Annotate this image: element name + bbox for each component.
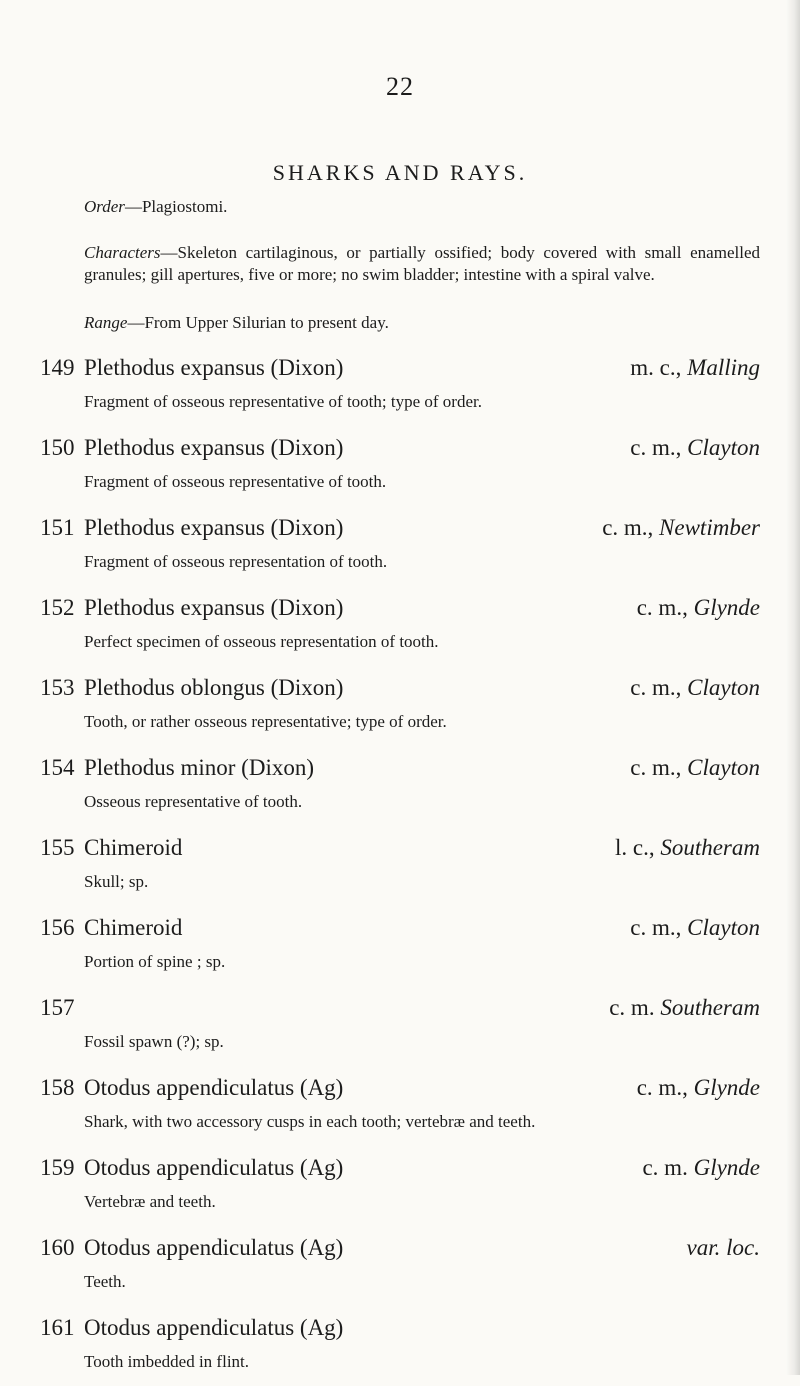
locality-stratum: c. m. [609, 995, 661, 1020]
characters-text: —Skeleton cartilaginous, or partially ossified; body covered with small enamelled granules; gill apertures, five or more; no swim bladder; intestine with a spiral valve. [84, 243, 760, 284]
entry-heading [40, 426, 760, 470]
entry-heading [40, 346, 760, 390]
specimen-entry [0, 506, 800, 586]
entry-heading [40, 506, 760, 550]
entry-number: 159 [40, 1155, 75, 1180]
entry-description: Teeth. [84, 1272, 126, 1291]
specimen-entry [0, 746, 800, 826]
entry-heading [40, 1226, 760, 1270]
locality-place: Glynde [693, 1155, 760, 1180]
order-label: Order [84, 197, 125, 216]
locality-place: var. loc. [686, 1235, 760, 1260]
entry-heading [40, 1066, 760, 1110]
locality [637, 1066, 760, 1110]
species-name: Chimeroid [84, 835, 183, 860]
order-text: —Plagiostomi. [124, 197, 228, 216]
locality-place: Southeram [660, 835, 760, 860]
entry-description: Fossil spawn (?); sp. [84, 1032, 224, 1051]
intro-characters [84, 242, 760, 286]
species-name: Otodus appendiculatus (Ag) [84, 1315, 344, 1340]
entry-number: 156 [40, 915, 75, 940]
entry-number: 160 [40, 1235, 75, 1260]
specimen-entry [0, 426, 800, 506]
locality-stratum: m. c., [630, 355, 688, 380]
entry-description: Skull; sp. [84, 872, 149, 891]
locality [637, 586, 760, 630]
entry-description: Fragment of osseous representative of tooth. [84, 472, 387, 491]
specimen-entry [0, 1306, 800, 1386]
entry-description: Vertebræ and teeth. [84, 1192, 216, 1211]
intro-range [84, 312, 760, 334]
entry-number: 153 [40, 675, 75, 700]
entry-number: 155 [40, 835, 75, 860]
species-name: Plethodus expansus (Dixon) [84, 515, 344, 540]
specimen-entry [0, 1146, 800, 1226]
locality [609, 986, 760, 1030]
specimen-entry [0, 346, 800, 426]
specimen-list [0, 346, 800, 1386]
entry-number: 157 [40, 995, 75, 1020]
entry-number: 150 [40, 435, 75, 460]
entry-heading [40, 906, 760, 950]
entry-description: Osseous representative of tooth. [84, 792, 303, 811]
entry-description: Portion of spine ; sp. [84, 952, 226, 971]
locality [630, 346, 760, 390]
locality [615, 826, 760, 870]
entry-description: Fragment of osseous representative of tooth; type of order. [84, 392, 482, 411]
characters-label: Characters [84, 243, 161, 262]
entry-number: 149 [40, 355, 75, 380]
entry-description: Perfect specimen of osseous representation of tooth. [84, 632, 439, 651]
locality [630, 906, 760, 950]
locality-place: Clayton [687, 755, 760, 780]
species-name: Otodus appendiculatus (Ag) [84, 1235, 344, 1260]
locality-place: Southeram [660, 995, 760, 1020]
range-text: —From Upper Silurian to present day. [127, 313, 389, 332]
entry-heading [40, 986, 760, 1030]
entry-heading [40, 666, 760, 710]
locality-stratum: l. c., [614, 835, 661, 860]
locality [630, 746, 760, 790]
specimen-entry [0, 1066, 800, 1146]
species-name: Plethodus minor (Dixon) [84, 755, 314, 780]
page-number: 22 [386, 72, 414, 101]
species-name: Plethodus expansus (Dixon) [84, 435, 344, 460]
locality-place: Glynde [693, 595, 760, 620]
species-name: Otodus appendiculatus (Ag) [84, 1155, 344, 1180]
locality-stratum: c. m., [636, 1075, 694, 1100]
locality-stratum: c. m., [630, 675, 688, 700]
locality-stratum: c. m., [602, 515, 660, 540]
locality [630, 426, 760, 470]
species-name: Plethodus expansus (Dixon) [84, 595, 344, 620]
entry-heading [40, 746, 760, 790]
intro-order [84, 196, 760, 218]
species-name: Plethodus expansus (Dixon) [84, 355, 344, 380]
locality-stratum: c. m. [642, 1155, 694, 1180]
entry-heading [40, 586, 760, 630]
locality-place: Malling [687, 355, 760, 380]
locality [630, 666, 760, 710]
entry-description: Fragment of osseous representation of tooth. [84, 552, 388, 571]
entry-number: 161 [40, 1315, 75, 1340]
locality-stratum: c. m., [630, 435, 688, 460]
range-label: Range [84, 313, 128, 332]
entry-description: Shark, with two accessory cusps in each tooth; vertebræ and teeth. [84, 1112, 536, 1131]
species-name: Chimeroid [84, 915, 183, 940]
entry-number: 152 [40, 595, 75, 620]
entry-description: Tooth imbedded in flint. [84, 1352, 250, 1371]
locality-stratum: c. m., [630, 755, 688, 780]
species-name: Plethodus oblongus (Dixon) [84, 675, 344, 700]
specimen-entry [0, 1226, 800, 1306]
entry-heading [40, 1146, 760, 1190]
specimen-entry [0, 586, 800, 666]
locality-place: Clayton [687, 435, 760, 460]
entry-number: 151 [40, 515, 75, 540]
locality-place: Newtimber [659, 515, 760, 540]
entry-heading [40, 826, 760, 870]
locality [687, 1226, 760, 1270]
entry-heading [40, 1306, 760, 1350]
species-name: Otodus appendiculatus (Ag) [84, 1075, 344, 1100]
specimen-entry [0, 826, 800, 906]
locality-place: Clayton [687, 915, 760, 940]
specimen-entry [0, 906, 800, 986]
entry-description: Tooth, or rather osseous representative; type of order. [84, 712, 447, 731]
locality [602, 506, 760, 550]
locality-place: Glynde [693, 1075, 760, 1100]
locality-stratum: c. m., [630, 915, 688, 940]
specimen-entry [0, 666, 800, 746]
running-title: SHARKS AND RAYS. [272, 160, 528, 185]
locality-stratum: c. m., [636, 595, 694, 620]
entry-number: 158 [40, 1075, 75, 1100]
locality [642, 1146, 760, 1190]
locality-place: Clayton [687, 675, 760, 700]
entry-number: 154 [40, 755, 75, 780]
specimen-entry [0, 986, 800, 1066]
